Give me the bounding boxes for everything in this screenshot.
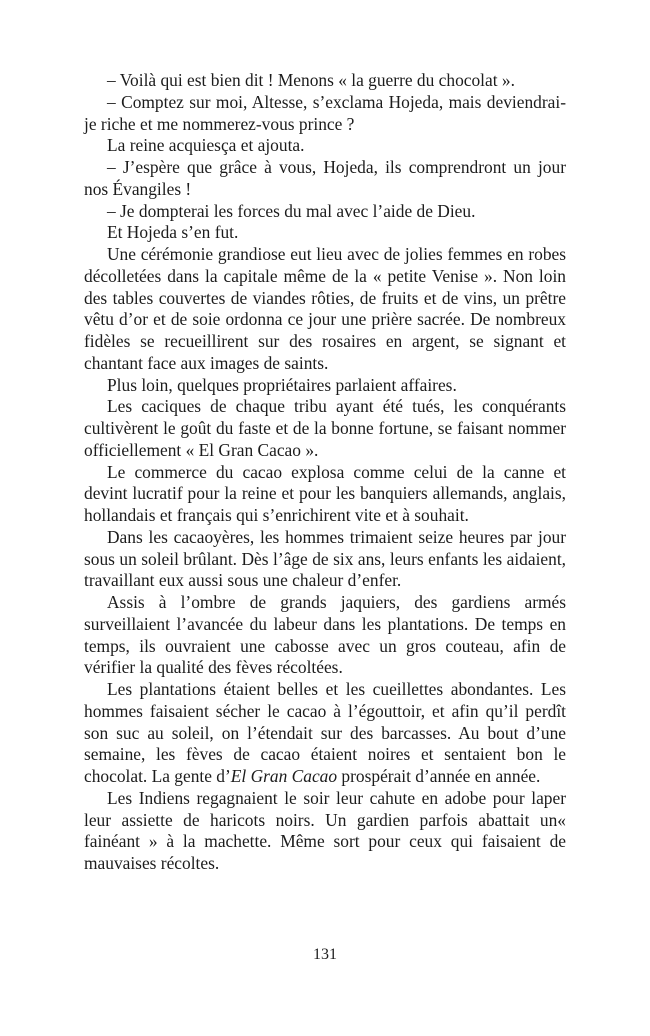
paragraph-10: Le commerce du cacao explosa comme celui de la canne et devint lucratif pour la reine et pour les banquiers allemands, anglais, hollandais et français qui s’enrichirent vite et à souhait. (84, 461, 566, 525)
paragraph-11: Dans les cacaoyères, les hommes trimaient seize heures par jour sous un soleil brûlant. Dès l’âge de six ans, leurs enfants les aidaient, travaillant eux aussi sous une chaleur d’enfer. (84, 526, 566, 591)
page-body (84, 70, 566, 875)
paragraph-4: – J’espère que grâce à vous, Hojeda, ils comprendront un jour nos Évangiles ! (84, 157, 566, 199)
paragraph-14: Les Indiens regagnaient le soir leur cahute en adobe pour laper leur assiette de haricots noirs. Un gardien parfois abattait un« fainéant » à la machette. Même sort pour ceux qui faisaient de mauvaises récoltes. (84, 787, 566, 873)
paragraph-2: – Comptez sur moi, Altesse, s’exclama Hojeda, mais deviendrai-je riche et me nommerez-vous prince ? (84, 91, 566, 134)
paragraph-13 (84, 679, 566, 788)
page-number: 131 (313, 946, 337, 963)
paragraph-8: Plus loin, quelques propriétaires parlaient affaires. (107, 374, 457, 395)
paragraph-13-text-after: prospérait d’année en année. (337, 766, 541, 786)
paragraph-13-italic-title: El Gran Cacao (230, 766, 338, 786)
paragraph-9: Les caciques de chaque tribu ayant été tués, les conquérants cultivèrent le goût du faste et de la bonne fortune, se faisant nommer officiellement « El Gran Cacao ». (84, 396, 566, 460)
paragraph-5: – Je dompterai les forces du mal avec l’aide de Dieu. (107, 200, 476, 221)
paragraph-3: La reine acquiesça et ajouta. (107, 135, 305, 156)
paragraph-1: – Voilà qui est bien dit ! Menons « la guerre du chocolat ». (107, 70, 515, 90)
paragraph-12: Assis à l’ombre de grands jaquiers, des gardiens armés surveillaient l’avancée du labeur dans les plantations. De temps en temps, ils ouvraient une cabosse avec un gros couteau, afin de vérifier la qualité des fèves récoltées. (84, 592, 566, 678)
paragraph-7: Une cérémonie grandiose eut lieu avec de jolies femmes en robes décolletées dans la capitale même de la « petite Venise ». Non loin des tables couvertes de viandes rôties, de fruits et de vins, un prêtre vêtu d’or et de soie ordonna ce jour une prière sacrée. De nombreux fidèles se recueillirent sur des rosaires en argent, se signant et chantant face aux images de saints. (84, 244, 566, 373)
paragraph-6: Et Hojeda s’en fut. (107, 222, 239, 243)
paragraph-13-text-before: Les plantations étaient belles et les cueillettes abondantes. Les hommes faisaient sécher le cacao à l’égouttoir, et afin qu’il perdît son suc au soleil, on l’étendait sur des barcasses. Au bout d’une semaine, les fèves de cacao étaient noires et sentaient bon le chocolat. La gente d’ (84, 679, 566, 786)
